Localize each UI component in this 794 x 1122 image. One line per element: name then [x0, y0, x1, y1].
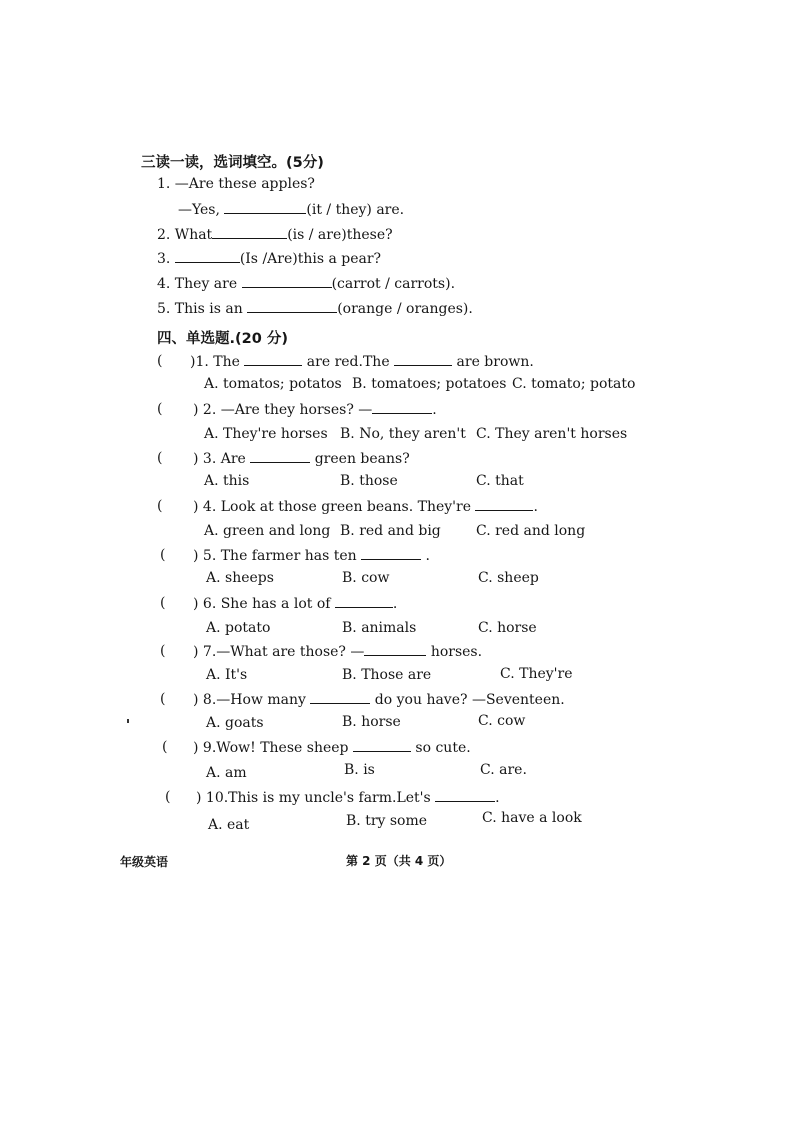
answer-paren-8[interactable]: (: [160, 691, 166, 707]
question-8-text: do you have? —Seventeen.: [370, 692, 565, 708]
fill-item-3-choices: (Is /Are)this a pear?: [239, 251, 382, 267]
answer-blank[interactable]: [244, 353, 302, 366]
answer-paren-2[interactable]: (: [157, 401, 163, 417]
answer-blank[interactable]: [247, 300, 337, 313]
question-7-option-c: C. They're: [500, 666, 573, 682]
question-4-text: .: [533, 499, 538, 515]
fill-item-2: [157, 226, 393, 243]
question-8-option-a: A. goats: [206, 715, 264, 731]
answer-paren-9[interactable]: (: [162, 739, 168, 755]
question-4-option-b: B. red and big: [340, 523, 441, 539]
question-7-stem: [193, 643, 482, 660]
answer-blank[interactable]: [212, 226, 287, 239]
fill-item-5-choices: (orange / oranges).: [337, 301, 473, 317]
answer-paren-4[interactable]: (: [157, 498, 163, 514]
question-3-stem: [193, 450, 410, 467]
answer-paren-7[interactable]: (: [160, 643, 166, 659]
section-3-heading: 三读一读，选词填空。(5分): [141, 155, 324, 171]
section-4-heading: 四、单选题.(20 分): [157, 331, 288, 347]
footer-grade-subject: 年级英语: [120, 855, 169, 869]
question-8-option-b: B. horse: [342, 714, 401, 730]
question-8-option-c: C. cow: [478, 713, 526, 729]
question-5-text: .: [421, 548, 431, 564]
fill-item-2-prefix: 2. What: [157, 227, 213, 243]
question-2-option-b: B. No, they aren't: [340, 426, 466, 442]
question-10-option-c: C. have a look: [482, 810, 582, 826]
question-5-option-b: B. cow: [342, 570, 390, 586]
question-2-stem: [193, 401, 437, 418]
question-5-option-a: A. sheeps: [206, 570, 274, 586]
question-2-text: .: [432, 402, 437, 418]
fill-item-5: [157, 300, 473, 317]
question-4-stem: [193, 498, 538, 515]
question-7-text: ) 7.—What are those? —: [193, 644, 365, 660]
question-1-option-b: B. tomatoes; potatoes: [352, 376, 507, 392]
scan-speck: [127, 719, 129, 723]
answer-paren-3[interactable]: (: [157, 450, 163, 466]
question-3-option-a: A. this: [204, 473, 250, 489]
question-10-option-a: A. eat: [208, 817, 250, 833]
question-6-option-a: A. potato: [206, 620, 271, 636]
question-6-text: ) 6. She has a lot of: [193, 596, 335, 612]
question-1-text: are brown.: [452, 354, 534, 370]
question-4-text: ) 4. Look at those green beans. They're: [193, 499, 476, 515]
fill-item-4: [157, 275, 455, 292]
question-10-text: .: [495, 790, 500, 806]
answer-paren-10[interactable]: (: [165, 789, 171, 805]
question-3-option-b: B. those: [340, 473, 398, 489]
question-1-stem: [190, 353, 534, 370]
answer-paren-1[interactable]: (: [157, 353, 163, 369]
question-9-stem: [193, 739, 471, 756]
question-3-text: green beans?: [310, 451, 410, 467]
question-1-option-c: C. tomato; potato: [512, 376, 636, 392]
question-10-option-b: B. try some: [346, 813, 428, 829]
question-4-option-c: C. red and long: [476, 523, 586, 539]
question-1-option-a: A. tomatos; potatos: [204, 376, 342, 392]
answer-blank[interactable]: [361, 547, 421, 560]
question-7-text: horses.: [426, 644, 483, 660]
question-8-text: ) 8.—How many: [193, 692, 311, 708]
answer-blank[interactable]: [335, 595, 393, 608]
answer-paren-5[interactable]: (: [160, 547, 166, 563]
answer-blank[interactable]: [475, 498, 533, 511]
answer-blank[interactable]: [310, 691, 370, 704]
question-7-option-a: A. It's: [206, 667, 248, 683]
question-5-stem: [193, 547, 430, 564]
question-4-option-a: A. green and long: [204, 523, 331, 539]
question-2-option-a: A. They're horses: [204, 426, 328, 442]
fill-item-1-choices: (it / they) are.: [306, 202, 405, 218]
answer-blank[interactable]: [175, 250, 240, 263]
question-9-option-b: B. is: [344, 762, 375, 778]
footer-page-number: 第 2 页（共 4 页）: [346, 854, 452, 868]
fill-item-1-answer: [178, 201, 404, 218]
question-9-text: so cute.: [410, 740, 471, 756]
question-8-stem: [193, 691, 565, 708]
question-1-text: )1. The: [190, 354, 245, 370]
question-9-option-c: C. are.: [480, 762, 527, 778]
question-5-text: ) 5. The farmer has ten: [193, 548, 362, 564]
question-1-text: are red.The: [302, 354, 395, 370]
question-6-text: .: [392, 596, 398, 612]
answer-blank[interactable]: [224, 201, 306, 214]
answer-blank[interactable]: [242, 275, 332, 288]
answer-paren-6[interactable]: (: [160, 595, 166, 611]
question-2-text: ) 2. —Are they horses? —: [193, 402, 373, 418]
question-3-text: ) 3. Are: [193, 451, 251, 467]
answer-blank[interactable]: [435, 789, 495, 802]
question-9-option-a: A. am: [206, 765, 247, 781]
answer-blank[interactable]: [353, 739, 411, 752]
answer-blank[interactable]: [250, 450, 310, 463]
question-10-stem: [196, 789, 500, 806]
question-3-option-c: C. that: [476, 473, 524, 489]
question-6-option-b: B. animals: [342, 620, 417, 636]
answer-blank[interactable]: [394, 353, 452, 366]
question-2-option-c: C. They aren't horses: [476, 426, 628, 442]
fill-item-4-prefix: 4. They are: [157, 276, 242, 292]
fill-item-1-prefix: —Yes,: [178, 202, 225, 218]
question-7-option-b: B. Those are: [342, 667, 432, 683]
question-6-stem: [193, 595, 397, 612]
question-9-text: ) 9.Wow! These sheep: [193, 740, 353, 756]
answer-blank[interactable]: [372, 401, 432, 414]
answer-blank[interactable]: [364, 643, 426, 656]
question-6-option-c: C. horse: [478, 620, 537, 636]
fill-item-5-prefix: 5. This is an: [157, 301, 248, 317]
fill-item-3-prefix: 3.: [157, 251, 175, 267]
question-10-text: ) 10.This is my uncle's farm.Let's: [196, 790, 436, 806]
fill-item-4-choices: (carrot / carrots).: [331, 276, 456, 292]
fill-item-1-question: 1. —Are these apples?: [157, 176, 315, 192]
question-5-option-c: C. sheep: [478, 570, 539, 586]
fill-item-3: [157, 250, 381, 267]
fill-item-2-choices: (is / are)these?: [287, 227, 393, 243]
